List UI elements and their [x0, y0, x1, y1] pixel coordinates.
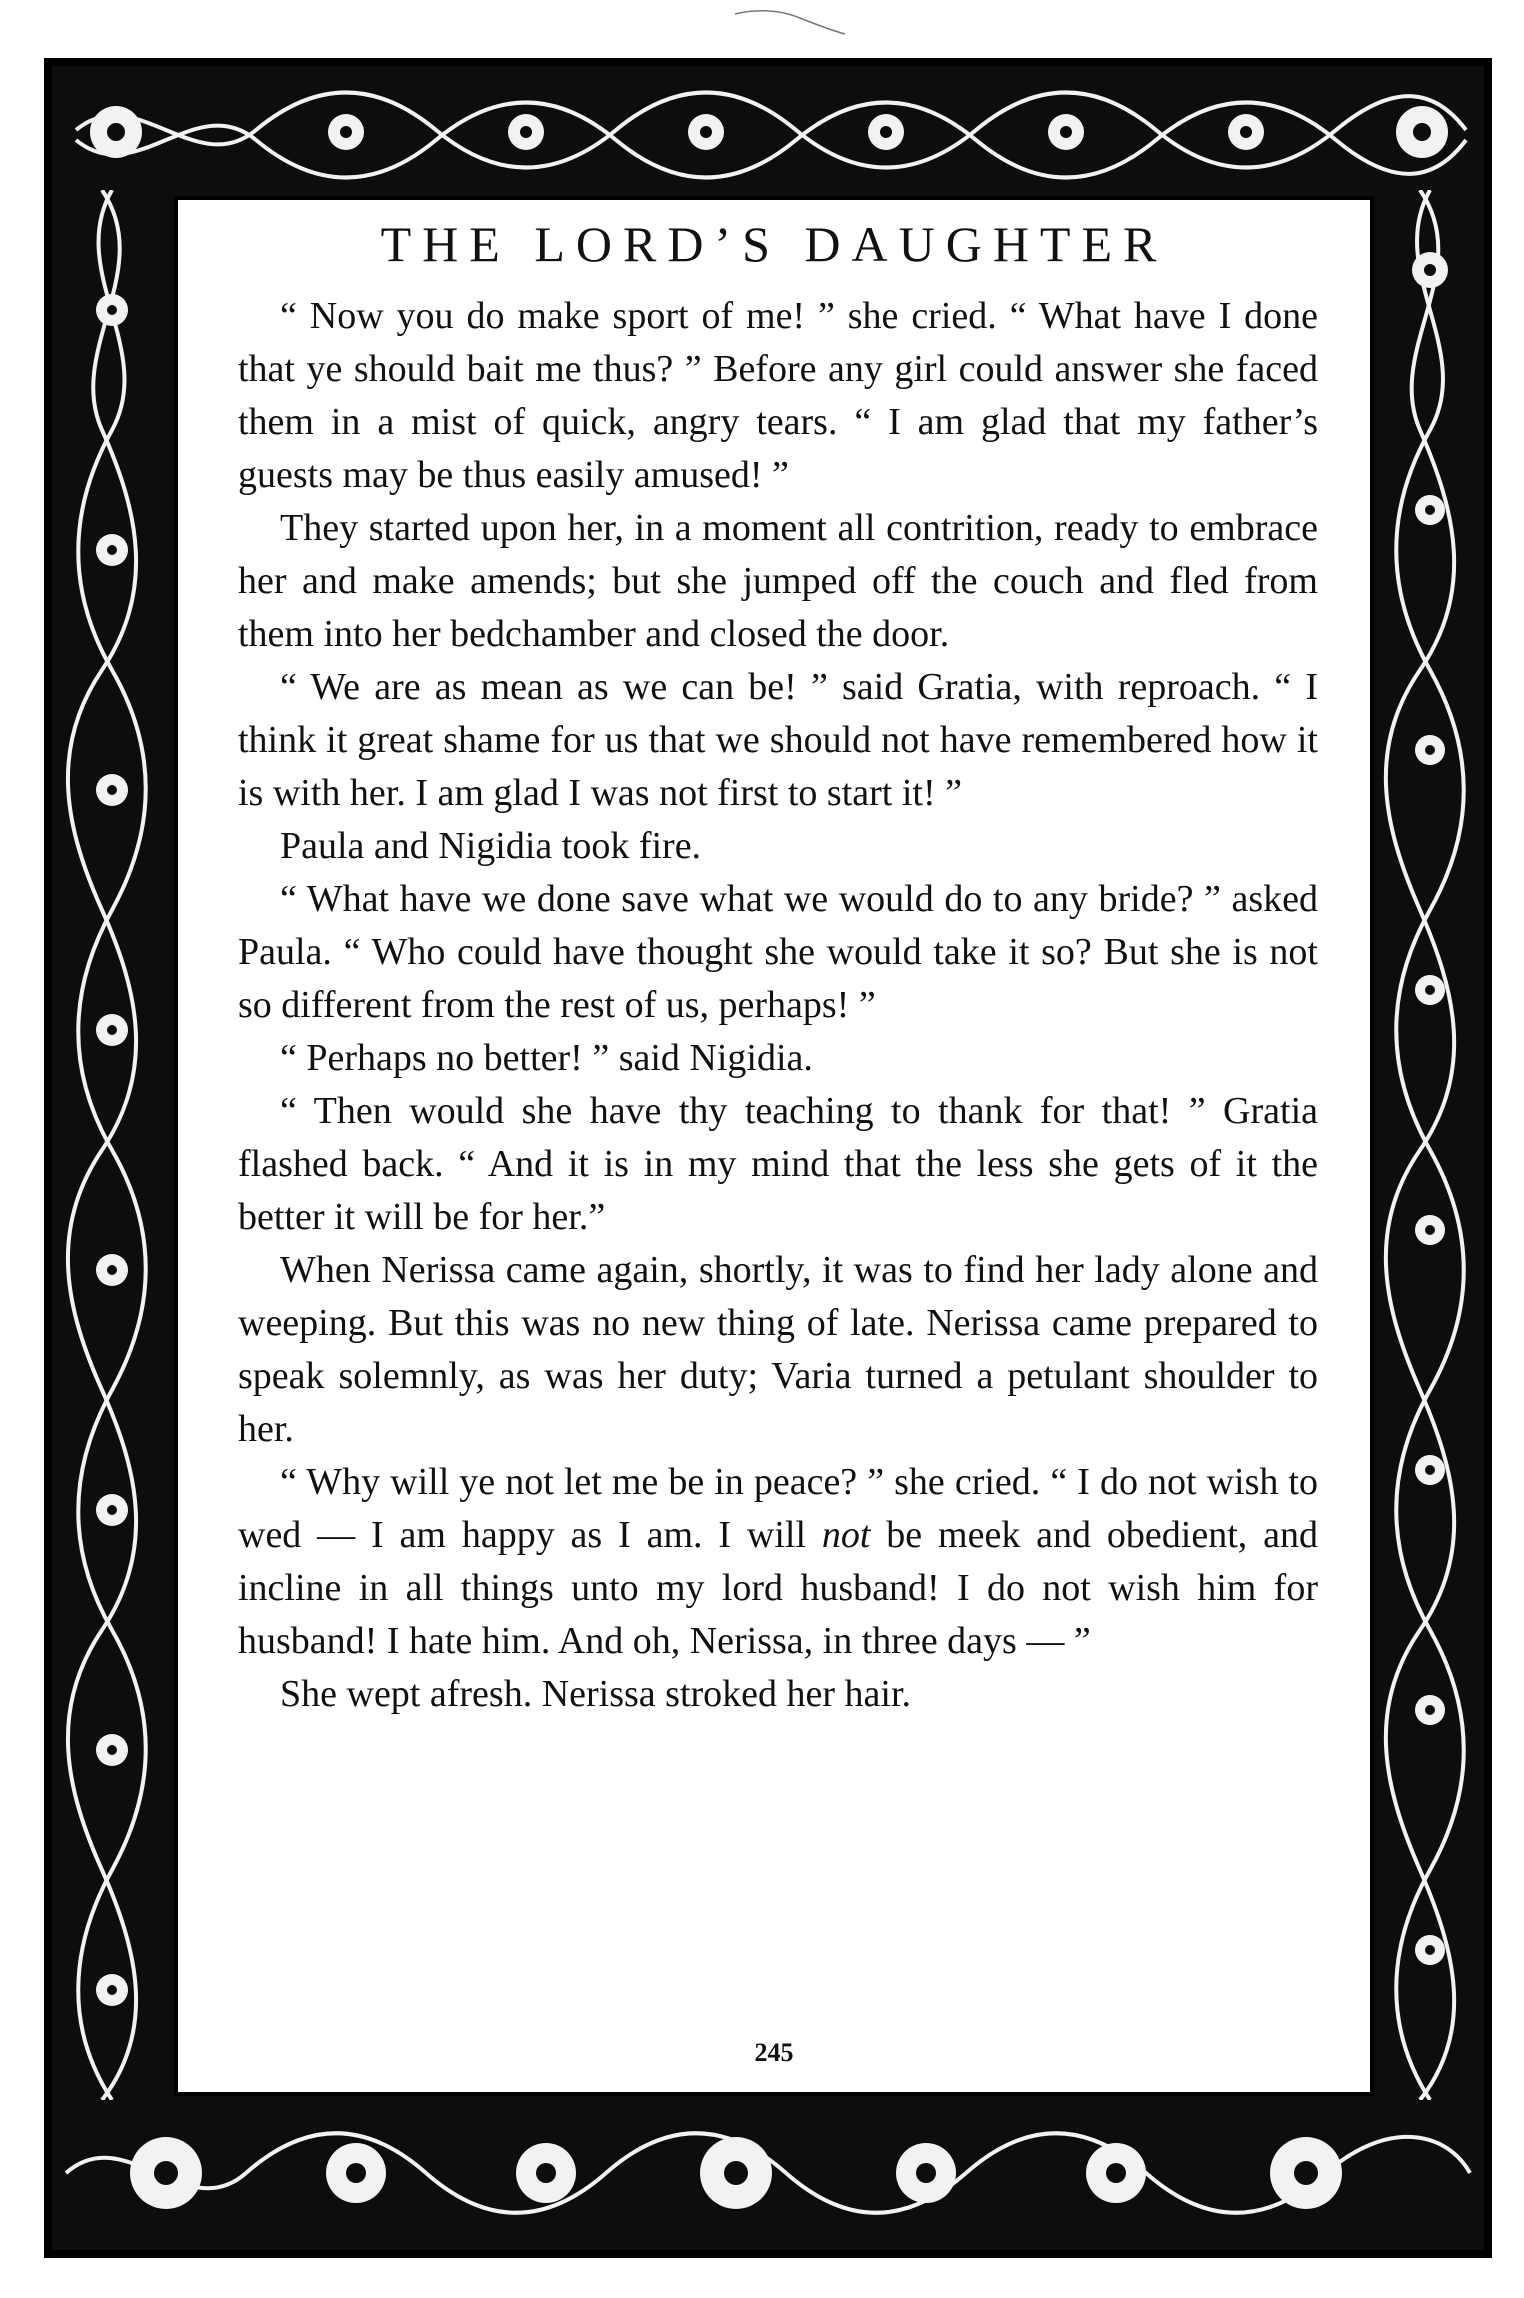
text-panel — [174, 196, 1374, 2096]
ornament-band-top — [56, 70, 1480, 190]
paragraph — [238, 502, 1318, 661]
ornament-band-bottom — [56, 2100, 1480, 2246]
text-segment: “ Then would she have thy teaching to thank for that! ” Gratia flashed back. “ And it is in my mind that the less she gets of it the better it will be for her.” — [238, 1090, 1318, 1238]
ornament-band-left — [56, 190, 168, 2100]
page-number: 245 — [754, 2038, 794, 2067]
text-segment: “ What have we done save what we would do to any bride? ” asked Paula. “ Who could have thought she would take it so? But she is not so different from the rest of us, perhaps! ” — [238, 878, 1318, 1026]
italic-emphasis: not — [821, 1514, 871, 1556]
text-segment: “ Perhaps no better! ” said Nigidia. — [280, 1037, 813, 1079]
text-segment: Paula and Nigidia took fire. — [280, 825, 702, 867]
text-segment: be meek and obedient, and incline in all things unto my lord husband! I do not wish him for husband! I hate him. And oh, Nerissa, in three days — ” — [238, 1514, 1318, 1662]
text-segment: “ Why will ye not let me be in peace? ” she cried. “ I do not wish to wed — I am happy as I am. I will — [238, 1461, 1318, 1556]
text-segment: “ Now you do make sport of me! ” she cried. “ What have I done that ye should bait me thus? ” Before any girl could answer she faced them in a mist of quick, angry tears. “ I am glad that my father’s guests may be thus easily amused! ” — [238, 295, 1318, 496]
paragraph — [238, 1032, 1318, 1085]
body-text — [238, 290, 1318, 1721]
text-segment: When Nerissa came again, shortly, it was to find her lady alone and weeping. But this was no new thing of late. Nerissa came prepared to speak solemnly, as was her duty; Varia turned a petulant shoulder to her. — [238, 1249, 1318, 1450]
text-segment: “ We are as mean as we can be! ” said Gratia, with reproach. “ I think it great shame for us that we should not have remembered how it is with her. I am glad I was not first to start it! ” — [238, 666, 1318, 814]
paragraph — [238, 290, 1318, 502]
paragraph — [238, 661, 1318, 820]
paragraph — [238, 1085, 1318, 1244]
paragraph — [238, 1668, 1318, 1721]
running-head: THE LORD’S DAUGHTER — [380, 216, 1168, 272]
paragraph — [238, 1456, 1318, 1668]
ornament-band-right — [1380, 190, 1480, 2100]
paragraph — [238, 820, 1318, 873]
paragraph — [238, 1244, 1318, 1456]
text-segment: She wept afresh. Nerissa stroked her hair. — [280, 1673, 912, 1715]
pencil-scrawl — [730, 4, 850, 44]
paragraph — [238, 873, 1318, 1032]
text-segment: They started upon her, in a moment all contrition, ready to embrace her and make amends; but she jumped off the couch and fled from them into her bedchamber and closed the door. — [238, 507, 1318, 655]
